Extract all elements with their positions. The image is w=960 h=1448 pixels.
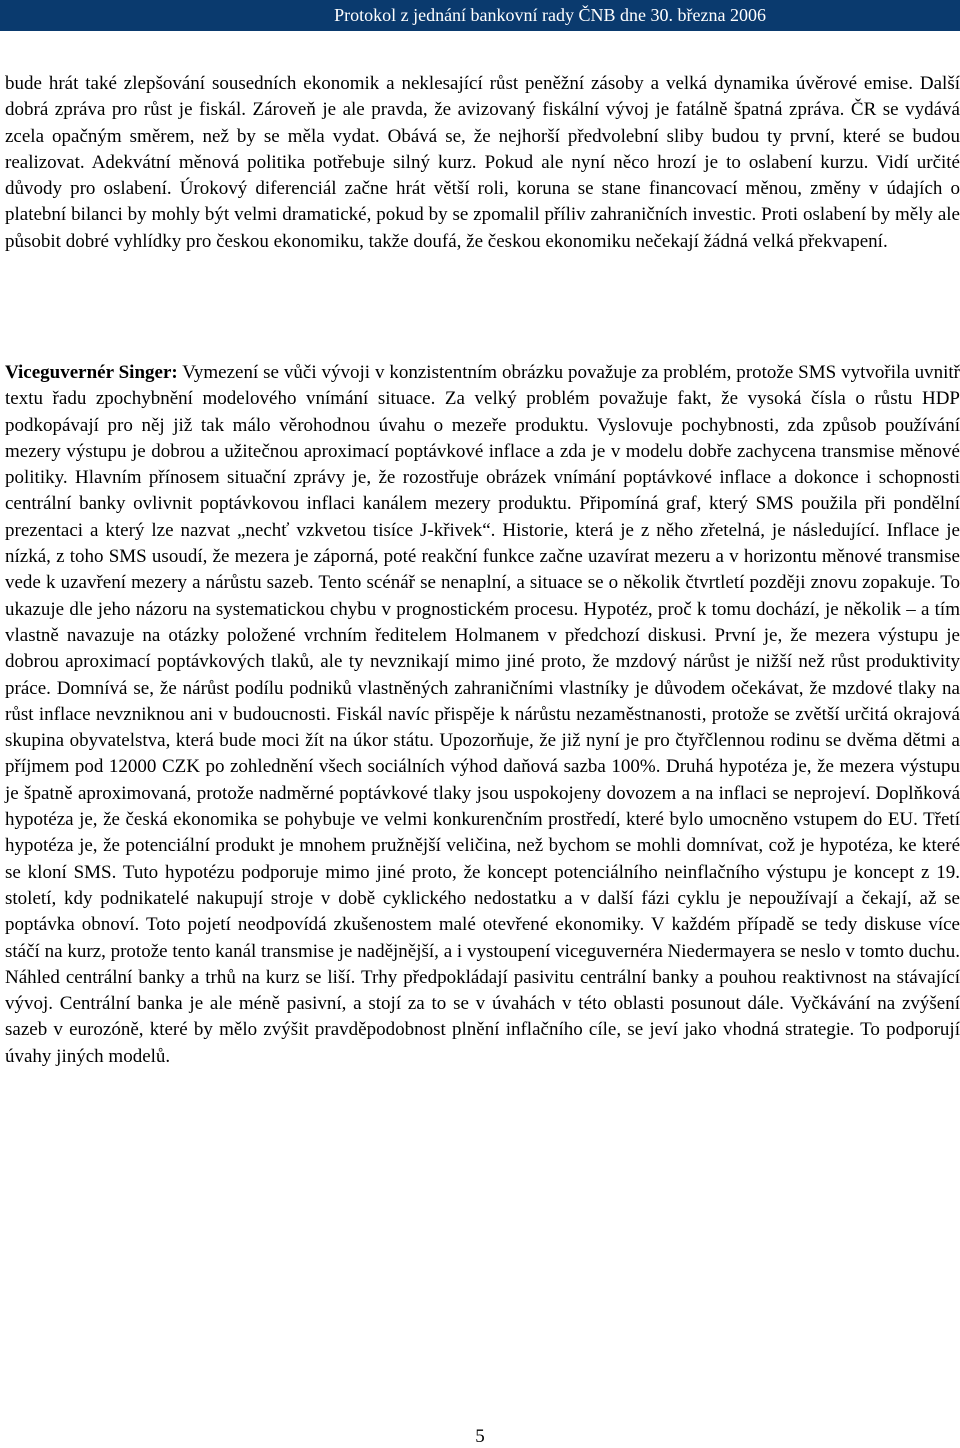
speaker-name: Viceguvernér Singer: xyxy=(5,362,178,383)
paragraph-text: bude hrát také zlepšování sousedních ekonomik a neklesající růst peněžní zásoby a velká dynamika úvěrové emise. Další dobrá zpráva pro růst je fiskál. Zároveň je ale pravda, že avizovaný fiskální vývoj je fatálně špatná zpráva. ČR se vydává zcela opačným směrem, než by se měla vydat. Obává se, že nejhorší předvolební sliby budou ty první, které se budou realizovat. Adekvátní měnová politika potřebuje silný kurz. Pokud ale nyní něco hrozí je to oslabení kurzu. Vidí určité důvody pro oslabení. Úrokový diferenciál začne hrát větší roli, koruna se stane financovací měnou, změny v údajích o platební bilanci by mohly být velmi dramatické, pokud by se zpomalil příliv zahraničních investic. Proti oslabení by měly ale působit dobré vyhlídky pro českou ekonomiku, takže doufá, že českou ekonomiku nečekají žádná velká překvapení. xyxy=(5,73,960,252)
paragraph-text-with-speaker xyxy=(5,360,960,1070)
paragraph-1 xyxy=(5,71,960,255)
speaker-statement: Vymezení se vůči vývoji v konzistentním obrázku považuje za problém, protože SMS vytvořila uvnitř textu řadu zpochybnění modelového vnímání situace. Za velký problém považuje fakt, že vysoká čísla o růstu HDP podkopávají pro něj již tak málo věrohodnou úvahu o mezeře produktu. Vyslovuje pochybnosti, zda způsob používání mezery výstupu je dobrou a užitečnou aproximací poptávkové inflace a zda je v modelu dobře zachycena transmise měnové politiky. Hlavním přínosem situační zprávy je, že rozostřuje obrázek vnímání poptávkové inflace a dokonce i schopnosti centrální banky ovlivnit poptávkovou inflaci kanálem mezery produktu. Připomíná graf, který SMS použila při pondělní prezentaci a který lze nazvat „nechť vzkvetou tisíce J-křivek“. Historie, která je z něho zřetelná, je následující. Inflace je nízká, z toho SMS usoudí, že mezera je záporná, poté reakční funkce začne uzavírat mezeru a v horizontu měnové transmise vede k uzavření mezery a nárůstu sazeb. Tento scénář se nenaplní, a situace se o několik čtvrtletí později znovu zopakuje. To ukazuje dle jeho názoru na systematickou chybu v prognostickém procesu. Hypotéz, proč k tomu dochází, je několik – a tím vlastně navazuje na otázky položené vrchním ředitelem Holmanem v předchozí diskusi. První je, že mezera výstupu je dobrou aproximací poptávkových tlaků, ale ty nevznikají mimo jiné proto, že mzdový nárůst je nižší než růst produktivity práce. Domnívá se, že nárůst podílu podniků vlastněných zahraničními vlastníky je důvodem očekávat, že mzdové tlaky na růst inflace nevzniknou ani v budoucnosti. Fiskál navíc přispěje k nárůstu nezaměstnanosti, protože se zvětší určitá okrajová skupina obyvatelstva, která bude moci žít na úkor státu. Upozorňuje, že již nyní je pro čtyřčlennou rodinu se dvěma dětmi a příjmem pod 12000 CZK po zohlednění všech sociálních výhod daňová sazba 100%. Druhá hypotéza je, že mezera výstupu je špatně aproximovaná, protože nadměrné poptávkové tlaky jsou uspokojeny dovozem a na inflaci se neprojeví. Doplňková hypotéza je, že česká ekonomika se pohybuje ve velmi konkurenčním prostředí, které bylo umocněno vstupem do EU. Třetí hypotéza je, že potenciální produkt je mnohem pružnější veličina, než bychom se mohli domnívat, což je hypotéza, ke které se kloní SMS. Tuto hypotézu podporuje mimo jiné proto, že koncept potenciálního neinflačního výstupu je koncept z 19. století, kdy podnikatelé nakupují stroje v době cyklického nedostatku a v další fázi cyklu je nepoužívají a čekají, až se poptávka obnoví. Toto pojetí neodpovídá zkušenostem malé otevřené ekonomiky. V každém případě se tedy diskuse více stáčí na kurz, protože tento kanál transmise je nadějnější, a i vystoupení viceguvernéra Niedermayera se neslo v tomto duchu. Náhled centrální banky a trhů na kurz se liší. Trhy předpokládají pasivitu centrální banky a pouhou reaktivnost na stávající vývoj. Centrální banka je ale méně pasivní, a stojí za to se v úvahách v této oblasti posunout dále. Vyčkávání na zvýšení sazeb v eurozóně, které by mělo zvýšit pravděpodobnost plnění inflačního cíle, se jeví jako vhodná strategie. To podporují úvahy jiných modelů. xyxy=(5,362,960,1067)
header-bar xyxy=(0,0,960,31)
paragraph-2 xyxy=(5,360,960,1070)
page-number: 5 xyxy=(475,1426,485,1447)
document-header-title: Protokol z jednání bankovní rady ČNB dne 30. března 2006 xyxy=(334,5,766,25)
